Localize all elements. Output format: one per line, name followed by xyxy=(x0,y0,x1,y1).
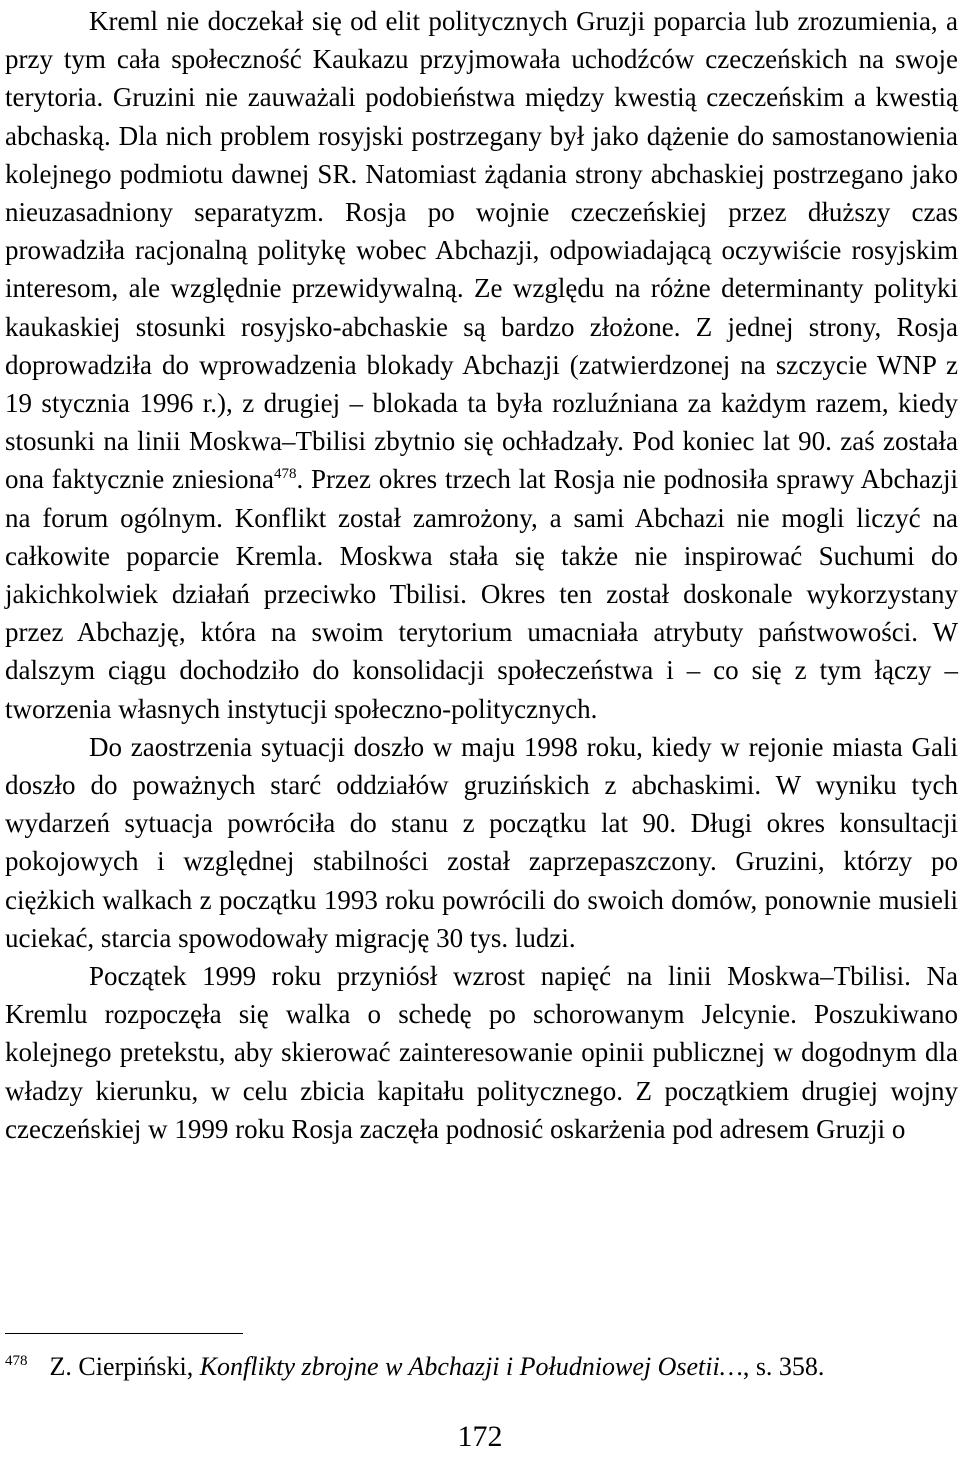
footnote-number: 478 xyxy=(5,1353,28,1370)
paragraph-3: Początek 1999 roku przyniósł wzrost napięć na linii Moskwa–Tbilisi. Na Kremlu rozpoczęła się walka o schedę po schorowanym Jelcynie. Poszukiwano kolejnego pretekstu, aby skierować zainteresowanie opinii publicznej w dogodnym dla władzy kierunku, w celu zbicia kapitału politycznego. Z początkiem drugiej wojny czeczeńskiej w 1999 roku Rosja zaczęła podnosić oskarżenia pod adresem Gruzji o xyxy=(5,961,958,1144)
footnote-reference[interactable]: 478 xyxy=(273,466,297,483)
footnote-separator xyxy=(5,1333,243,1334)
footnote-title: Konflikty zbrojne w Abchazji i Południowej Osetii… xyxy=(199,1352,743,1381)
paragraph-1-text-b: . Przez okres trzech lat Rosja nie podnosiła sprawy Abchazji na forum ogólnym. Konflikt został zamrożony, a sami Abchazi nie mogli liczyć na całkowite poparcie Kremla. Moskwa stała się także nie inspirować Suchumi do jakichkolwiek działań przeciwko Tbilisi. Okres ten został doskonale wykorzystany przez Abchazję, która na swoim terytorium umacniała atrybuty państwowości. W dalszym ciągu dochodziło do konsolidacji społeczeństwa i – co się z tym łączy – tworzenia własnych instytucji społeczno-politycznych. xyxy=(5,464,958,724)
footnote-author: Z. Cierpiński, xyxy=(49,1352,200,1381)
paragraph-2: Do zaostrzenia sytuacji doszło w maju 1998 roku, kiedy w rejonie miasta Gali doszło do poważnych starć oddziałów gruzińskich z abchaskimi. W wyniku tych wydarzeń sytuacja powróciła do stanu z początku lat 90. Długi okres konsultacji pokojowych i względnej stabilności został zaprzepaszczony. Gruzini, którzy po ciężkich walkach z początku 1993 roku powrócili do swoich domów, ponownie musieli uciekać, starcia spowodowały migrację 30 tys. ludzi. xyxy=(5,731,958,953)
paragraph-1 xyxy=(5,2,958,728)
page-number: 172 xyxy=(457,1420,503,1453)
body-text xyxy=(5,2,958,1148)
paragraph-1-text-a: Kreml nie doczekał się od elit politycznych Gruzji poparcia lub zrozumienia, a przy tym cała społeczność Kaukazu przyjmowała uchodźców czeczeńskich na swoje terytoria. Gruzini nie zauważali podobieństwa między kwestią czeczeńskim a kwestią abchaską. Dla nich problem rosyjski postrzegany był jako dążenie do samostanowienia kolejnego podmiotu dawnej SR. Natomiast żądania strony abchaskiej postrzegano jako nieuzasadniony separatyzm. Rosja po wojnie czeczeńskiej przez dłuższy czas prowadziła racjonalną politykę wobec Abchazji, odpowiadającą oczywiście rosyjskim interesom, ale względnie przewidywalną. Ze względu na różne determinanty polityki kaukaskiej stosunki rosyjsko-abchaskie są bardzo złożone. Z jednej strony, Rosja doprowadziła do wprowadzenia blokady Abchazji (zatwierdzonej na szczycie WNP z 19 stycznia 1996 r.), z drugiej – blokada ta była rozluźniana za każdym razem, kiedy stosunki na linii Moskwa–Tbilisi zbytnio się ochładzały. Pod koniec lat 90. zaś została ona faktycznie zniesiona xyxy=(5,6,958,495)
footnote xyxy=(5,1350,958,1384)
footnote-pages: , s. 358. xyxy=(742,1352,825,1381)
